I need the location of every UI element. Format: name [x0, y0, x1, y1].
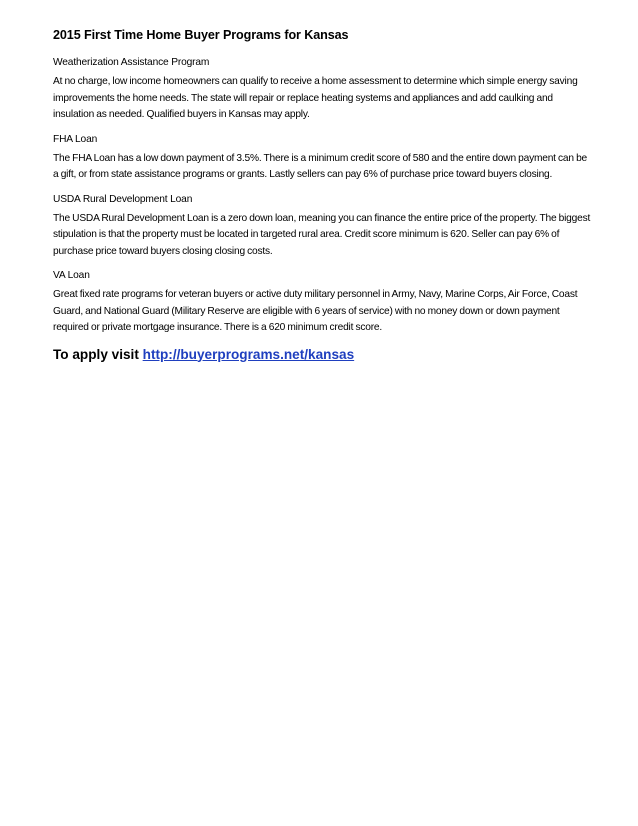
section-body: The FHA Loan has a low down payment of 3.5%. There is a minimum credit score of 580 and the entire down payment can be a gift, or from state assistance programs or grants. Lastly sellers can pay 6% of purchase price toward buyers closing. [53, 152, 588, 180]
section-heading: Weatherization Assistance Program [53, 57, 210, 68]
section-body: The USDA Rural Development Loan is a zero down loan, meaning you can finance the entire price of the property. The biggest stipulation is that the property must be located in targeted rural area. Credit score minimum is 620. Seller can pay 6% of purchase price toward buyers closing closing costs. [53, 212, 591, 257]
section-body: At no charge, low income homeowners can qualify to receive a home assessment to determine which simple energy saving improvements the home needs. The state will repair or replace heating systems and appliances and add caulking and insulation as needed. Qualified buyers in Kansas may apply. [53, 76, 578, 120]
section-body: Great fixed rate programs for veteran buyers or active duty military personnel in Army, Navy, Marine Corps, Air Force, Coast Guard, and National Guard (Military Reserve are eligible with 6 years of service) with no money down or down payment required or private mortgage insurance. There is a 620 minimum credit score. [53, 289, 578, 333]
section-usda-loan [53, 193, 593, 261]
apply-line [53, 346, 593, 364]
section-weatherization [53, 56, 593, 124]
section-fha-loan [53, 133, 593, 184]
section-heading: FHA Loan [53, 133, 98, 145]
document-page [53, 27, 593, 364]
section-heading: VA Loan [53, 270, 90, 281]
apply-prefix: To apply visit [53, 346, 143, 362]
section-heading: USDA Rural Development Loan [53, 193, 193, 205]
document-title: 2015 First Time Home Buyer Programs for Kansas [53, 28, 349, 42]
section-va-loan [53, 269, 593, 337]
apply-link[interactable]: http://buyerprograms.net/kansas [142, 346, 355, 362]
